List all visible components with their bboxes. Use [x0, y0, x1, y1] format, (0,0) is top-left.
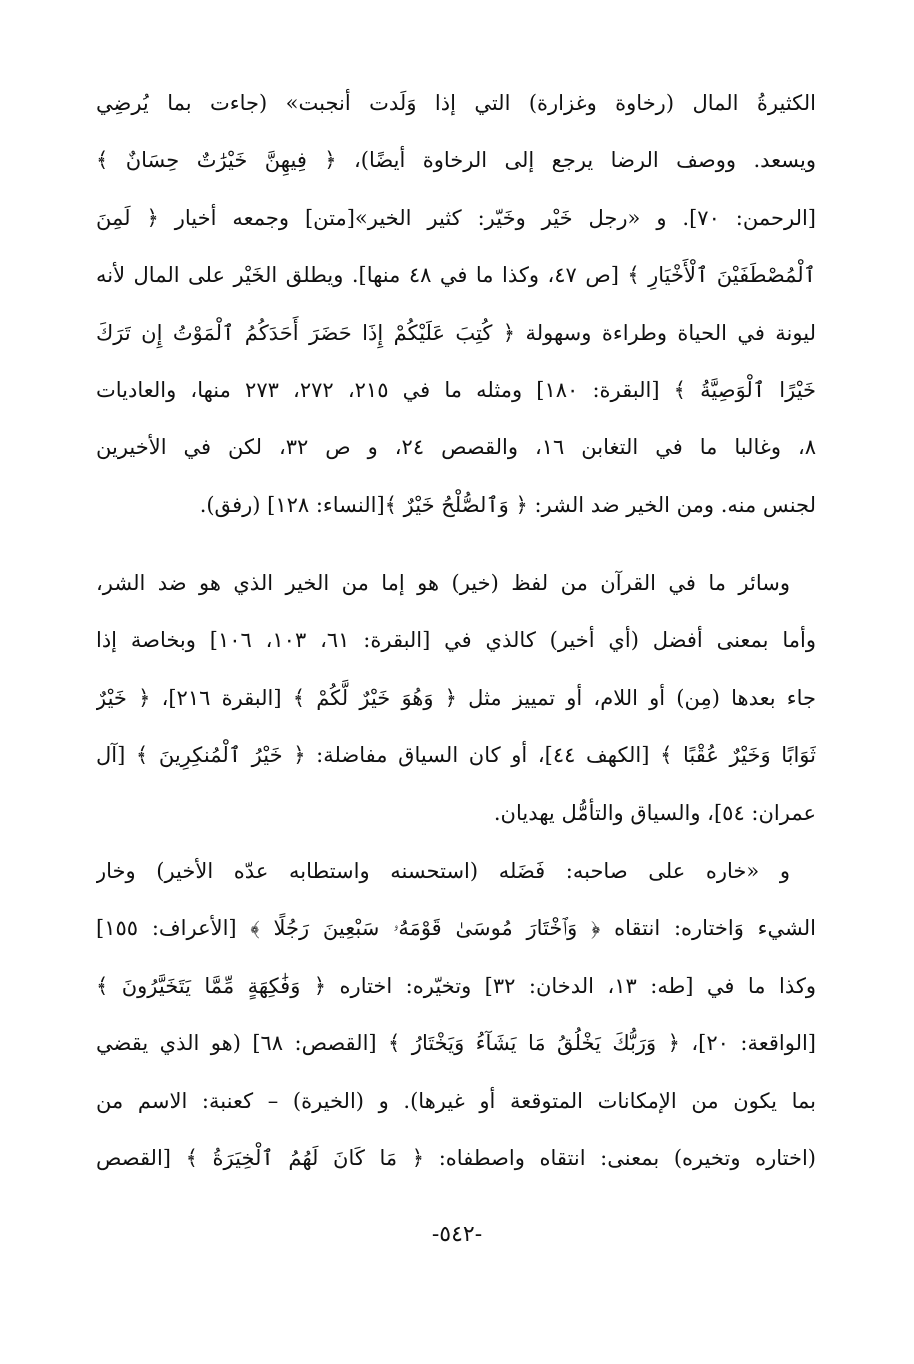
text-line: لجنس منه. ومن الخير ضد الشر: ﴿ وَٱلصُّلْحُ خَيْرٌ ﴾[النساء: ١٢٨] (رفق). [199, 492, 816, 517]
text-line: خَيْرًا ٱلْوَصِيَّةُ ﴾ [البقرة: ١٨٠] ومثله ما في ٢١٥، ٢٧٢، ٢٧٣ منها، والعاديات [96, 377, 816, 402]
text-line: الكثيرةُ المال (رخاوة وغزارة) التي إذا وَلَدت أنجبت» (جاءت بما يُرضِي [96, 91, 816, 115]
text-line: جاء بعدها (مِن) أو اللام، أو تمييز مثل ﴿ وَهُوَ خَيْرٌ لَّكُمْ ﴾ [البقرة ٢١٦]، ﴿ خَيْرٌ [96, 685, 816, 710]
text-line: [الواقعة: ٢٠]، ﴿ وَرَبُّكَ يَخْلُقُ مَا يَشَآءُ وَيَخْتَارُ ﴾ [القصص: ٦٨] (هو الذي يقضي [96, 1031, 816, 1056]
text-line: و «خاره على صاحبه: فَضَله (استحسنه واستطابه عدّه الأخير) وخار [96, 859, 790, 883]
paragraph-3 [96, 843, 816, 1187]
paragraph-2 [96, 555, 816, 842]
text-line: وأما بمعنى أفضل (أي أخير) كالذي في [البقرة: ٦١، ١٠٣، ١٠٦] وبخاصة إذا [96, 628, 816, 653]
text-line: ليونة في الحياة وطراءة وسهولة ﴿ كُتِبَ عَلَيْكُمْ إِذَا حَضَرَ أَحَدَكُمُ ٱلْمَوْتُ إِن تَرَكَ [96, 320, 816, 345]
text-line: ٱلْمُصْطَفَيْنَ ٱلْأَخْيَارِ ﴾ [ص ٤٧، وكذا ما في ٤٨ منها]. ويطلق الخَيْر على المال لأنه [96, 263, 816, 288]
text-line: [الرحمن: ٧٠]. و «رجل خَيْر وخَيّر: كثير الخير»[متن] وجمعه أخيار ﴿ لَمِنَ [96, 205, 816, 230]
text-line: ثَوَابًا وَخَيْرٌ عُقْبًا ﴾ [الكهف ٤٤]، أو كان السياق مفاضلة: ﴿ خَيْرُ ٱلْمُنكِرِينَ ﴾ [آل [96, 743, 816, 768]
text-line: بما يكون من الإمكانات المتوقعة أو غيرها). و (الخيرة) – كعنبة: الاسم من [96, 1088, 816, 1113]
text-line: ٨، وغالبا ما في التغابن ١٦، والقصص ٢٤، و ص ٣٢، لكن في الأخيرين [96, 435, 816, 460]
text-line: وسائر ما في القرآن من لفظ (خير) هو إما من الخير الذي هو ضد الشر، [96, 571, 790, 595]
paragraph-1 [96, 75, 816, 534]
page-number: -٥٤٢- [431, 1222, 483, 1247]
text-line: ويسعد. ووصف الرضا يرجع إلى الرخاوة أيضًا)، ﴿ فِيهِنَّ خَيْرَٰتٌ حِسَانٌ ﴾ [96, 148, 816, 173]
text-line: الشيء وَاختاره: انتقاه ﴿ وَٱخْتَارَ مُوسَىٰ قَوْمَهُۥ سَبْعِينَ رَجُلًا ﴾ [الأعراف: ١٥٥] [96, 916, 816, 941]
text-line: عمران: ٥٤]، والسياق والتأمُّل يهديان. [493, 800, 816, 825]
text-line: وكذا ما في [طه: ١٣، الدخان: ٣٢] وتخيّره: اختاره ﴿ وَفَٰكِهَةٍ مِّمَّا يَتَخَيَّرُونَ ﴾ [96, 973, 816, 998]
text-line: (اختاره وتخيره) بمعنى: انتقاه واصطفاه: ﴿ مَا كَانَ لَهُمُ ٱلْخِيَرَةُ ﴾ [القصص [96, 1145, 816, 1170]
